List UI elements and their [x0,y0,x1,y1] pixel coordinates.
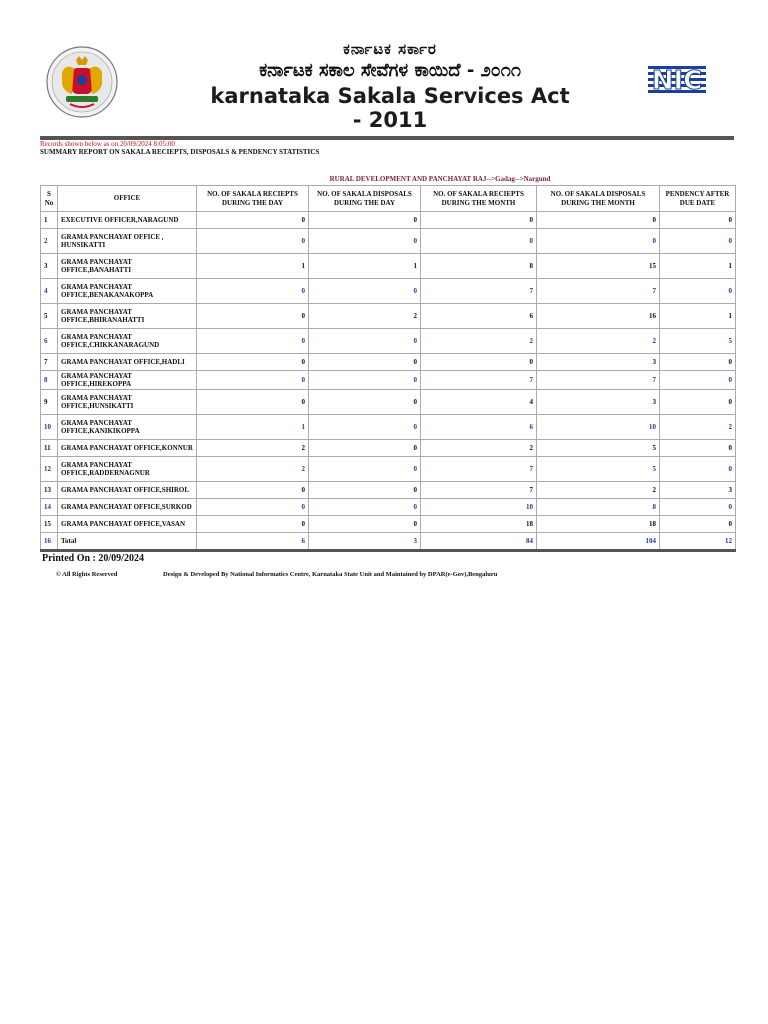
cell-r-day[interactable]: 0 [197,329,309,354]
table-row [41,440,736,457]
table-row [41,499,736,516]
cell-d-month[interactable]: 5 [537,457,660,482]
cell-office: GRAMA PANCHAYAT OFFICE,BANAHATTI [58,254,197,279]
cell-r-month[interactable]: 7 [421,371,537,390]
cell-office: EXECUTIVE OFFICER,NARAGUND [58,212,197,229]
cell-d-month: 3 [537,354,660,371]
cell-pend[interactable]: 2 [660,415,736,440]
cell-sno: 9 [41,390,58,415]
department-breadcrumb: RURAL DEVELOPMENT AND PANCHAYAT RAJ-->Gadag-->Nargund [329,175,551,183]
cell-r-day[interactable]: 0 [197,229,309,254]
cell-d-month[interactable]: 7 [537,279,660,304]
page-header [0,0,768,130]
cell-d-month[interactable]: 2 [537,329,660,354]
cell-d-day: 0 [309,516,421,533]
cell-r-month[interactable]: 2 [421,329,537,354]
cell-sno: 1 [41,212,58,229]
cell-r-month: 0 [421,354,537,371]
header-receipts-day: NO. OF SAKALA RECIEPTS DURING THE DAY [197,186,309,212]
cell-d-day[interactable]: 0 [309,229,421,254]
cell-office: GRAMA PANCHAYAT OFFICE,KANIKIKOPPA [58,415,197,440]
cell-pend: 0 [660,212,736,229]
cell-r-day[interactable]: 6 [197,533,309,551]
header-receipts-month: NO. OF SAKALA RECIEPTS DURING THE MONTH [421,186,537,212]
cell-d-month: 18 [537,516,660,533]
cell-r-month[interactable]: 6 [421,415,537,440]
cell-r-day: 2 [197,440,309,457]
cell-r-day[interactable]: 0 [197,279,309,304]
cell-d-day[interactable]: 0 [309,457,421,482]
cell-d-month: 3 [537,390,660,415]
cell-pend: 0 [660,440,736,457]
cell-r-month[interactable]: 7 [421,279,537,304]
table-row [41,254,736,279]
cell-r-month: 8 [421,254,537,279]
svg-text:NIC: NIC [651,66,703,96]
cell-pend: 3 [660,482,736,499]
cell-d-month: 15 [537,254,660,279]
cell-sno: 5 [41,304,58,329]
cell-sno[interactable]: 6 [41,329,58,354]
cell-office: GRAMA PANCHAYAT OFFICE,HUNSIKATTI [58,390,197,415]
cell-office: GRAMA PANCHAYAT OFFICE,BHIRANAHATTI [58,304,197,329]
cell-office: GRAMA PANCHAYAT OFFICE,HADLI [58,354,197,371]
cell-r-day: 0 [197,390,309,415]
cell-office: GRAMA PANCHAYAT OFFICE,VASAN [58,516,197,533]
table-row [41,390,736,415]
table-row [41,371,736,390]
cell-r-day[interactable]: 0 [197,371,309,390]
cell-r-month[interactable]: 84 [421,533,537,551]
cell-office: GRAMA PANCHAYAT OFFICE,BENAKANAKOPPA [58,279,197,304]
table-row [41,457,736,482]
nic-logo-icon [646,62,708,96]
cell-sno: 15 [41,516,58,533]
cell-office: GRAMA PANCHAYAT OFFICE,KONNUR [58,440,197,457]
cell-sno[interactable]: 2 [41,229,58,254]
cell-d-month: 5 [537,440,660,457]
table-row [41,329,736,354]
cell-office: GRAMA PANCHAYAT OFFICE,HIREKOPPA [58,371,197,390]
header-disposals-day: NO. OF SAKALA DISPOSALS DURING THE DAY [309,186,421,212]
cell-r-day: 0 [197,304,309,329]
cell-office: Total [58,533,197,551]
table-row [41,229,736,254]
cell-d-day[interactable]: 0 [309,279,421,304]
cell-d-month: 16 [537,304,660,329]
table-row [41,415,736,440]
cell-d-month[interactable]: 10 [537,415,660,440]
cell-sno: 11 [41,440,58,457]
cell-d-day[interactable]: 0 [309,371,421,390]
cell-d-day: 0 [309,354,421,371]
header-sno: S No [41,186,58,212]
cell-d-month[interactable]: 0 [537,229,660,254]
cell-office: GRAMA PANCHAYAT OFFICE,RADDERNAGNUR [58,457,197,482]
cell-r-day: 0 [197,354,309,371]
records-note: Records shown below as on 20/09/2024 8:05:00 [40,140,175,148]
cell-office: GRAMA PANCHAYAT OFFICE,SHIROL [58,482,197,499]
cell-d-month[interactable]: 8 [537,499,660,516]
cell-pend: 1 [660,254,736,279]
header-pendency: PENDENCY AFTER DUE DATE [660,186,736,212]
cell-d-day: 0 [309,482,421,499]
cell-pend[interactable]: 0 [660,229,736,254]
cell-pend[interactable]: 12 [660,533,736,551]
cell-r-day: 1 [197,254,309,279]
cell-r-day: 0 [197,212,309,229]
cell-r-month[interactable]: 10 [421,499,537,516]
cell-office: GRAMA PANCHAYAT OFFICE , HUNSIKATTI [58,229,197,254]
cell-d-month: 0 [537,212,660,229]
summary-title: SUMMARY REPORT ON SAKALA RECIEPTS, DISPOSALS & PENDENCY STATISTICS [40,148,320,156]
table-row [41,354,736,371]
cell-r-month: 18 [421,516,537,533]
cell-d-month[interactable]: 7 [537,371,660,390]
cell-r-month: 0 [421,212,537,229]
cell-pend[interactable]: 0 [660,371,736,390]
karnataka-emblem-icon [46,46,118,118]
cell-pend[interactable]: 0 [660,499,736,516]
sakala-statistics-table [40,185,736,552]
cell-pend: 1 [660,304,736,329]
cell-r-day: 0 [197,516,309,533]
english-act-title: karnataka Sakala Services Act - 2011 [210,84,570,132]
cell-sno[interactable]: 14 [41,499,58,516]
table-row [41,516,736,533]
cell-d-day: 0 [309,212,421,229]
cell-office: GRAMA PANCHAYAT OFFICE,CHIKKANARAGUND [58,329,197,354]
cell-r-month[interactable]: 7 [421,457,537,482]
cell-sno[interactable]: 8 [41,371,58,390]
table-row [41,533,736,551]
printed-on: Printed On : 20/09/2024 [42,553,144,564]
cell-sno[interactable]: 10 [41,415,58,440]
cell-sno[interactable]: 4 [41,279,58,304]
kannada-govt-title: ಕರ್ನಾಟಕ ಸರ್ಕಾರ [343,40,437,58]
header-office: OFFICE [58,186,197,212]
cell-d-day: 2 [309,304,421,329]
cell-d-day: 0 [309,390,421,415]
cell-d-day[interactable]: 0 [309,329,421,354]
designed-by-text: Design & Developed By National Informatics Centre, Karnataka State Unit and Maintained by DPAR(e-Gov),Bengaluru [163,571,498,578]
cell-office: GRAMA PANCHAYAT OFFICE,SURKOD [58,499,197,516]
cell-pend[interactable]: 5 [660,329,736,354]
table-row [41,482,736,499]
cell-r-month: 6 [421,304,537,329]
table-row [41,212,736,229]
cell-pend: 0 [660,354,736,371]
cell-d-day[interactable]: 0 [309,499,421,516]
kannada-act-title: ಕರ್ನಾಟಕ ಸಕಾಲ ಸೇವೆಗಳ ಕಾಯಿದೆ - ೨೦೧೧ [259,60,521,81]
cell-sno[interactable]: 12 [41,457,58,482]
cell-sno: 7 [41,354,58,371]
cell-r-day[interactable]: 0 [197,499,309,516]
cell-d-day: 1 [309,254,421,279]
cell-pend[interactable]: 0 [660,279,736,304]
cell-sno[interactable]: 16 [41,533,58,551]
cell-pend: 0 [660,516,736,533]
cell-r-month[interactable]: 0 [421,229,537,254]
header-disposals-month: NO. OF SAKALA DISPOSALS DURING THE MONTH [537,186,660,212]
cell-d-day: 0 [309,440,421,457]
cell-pend: 0 [660,390,736,415]
cell-r-month: 2 [421,440,537,457]
cell-r-month: 4 [421,390,537,415]
cell-pend[interactable]: 0 [660,457,736,482]
cell-r-day: 0 [197,482,309,499]
cell-r-day[interactable]: 2 [197,457,309,482]
table-header-row [41,186,736,212]
cell-d-month: 2 [537,482,660,499]
cell-sno: 3 [41,254,58,279]
cell-r-day[interactable]: 1 [197,415,309,440]
cell-r-month: 7 [421,482,537,499]
cell-d-month[interactable]: 104 [537,533,660,551]
cell-d-day[interactable]: 3 [309,533,421,551]
cell-sno: 13 [41,482,58,499]
table-row [41,279,736,304]
cell-d-day[interactable]: 0 [309,415,421,440]
copyright-text: © All Rights Reserved [56,571,118,578]
table-row [41,304,736,329]
